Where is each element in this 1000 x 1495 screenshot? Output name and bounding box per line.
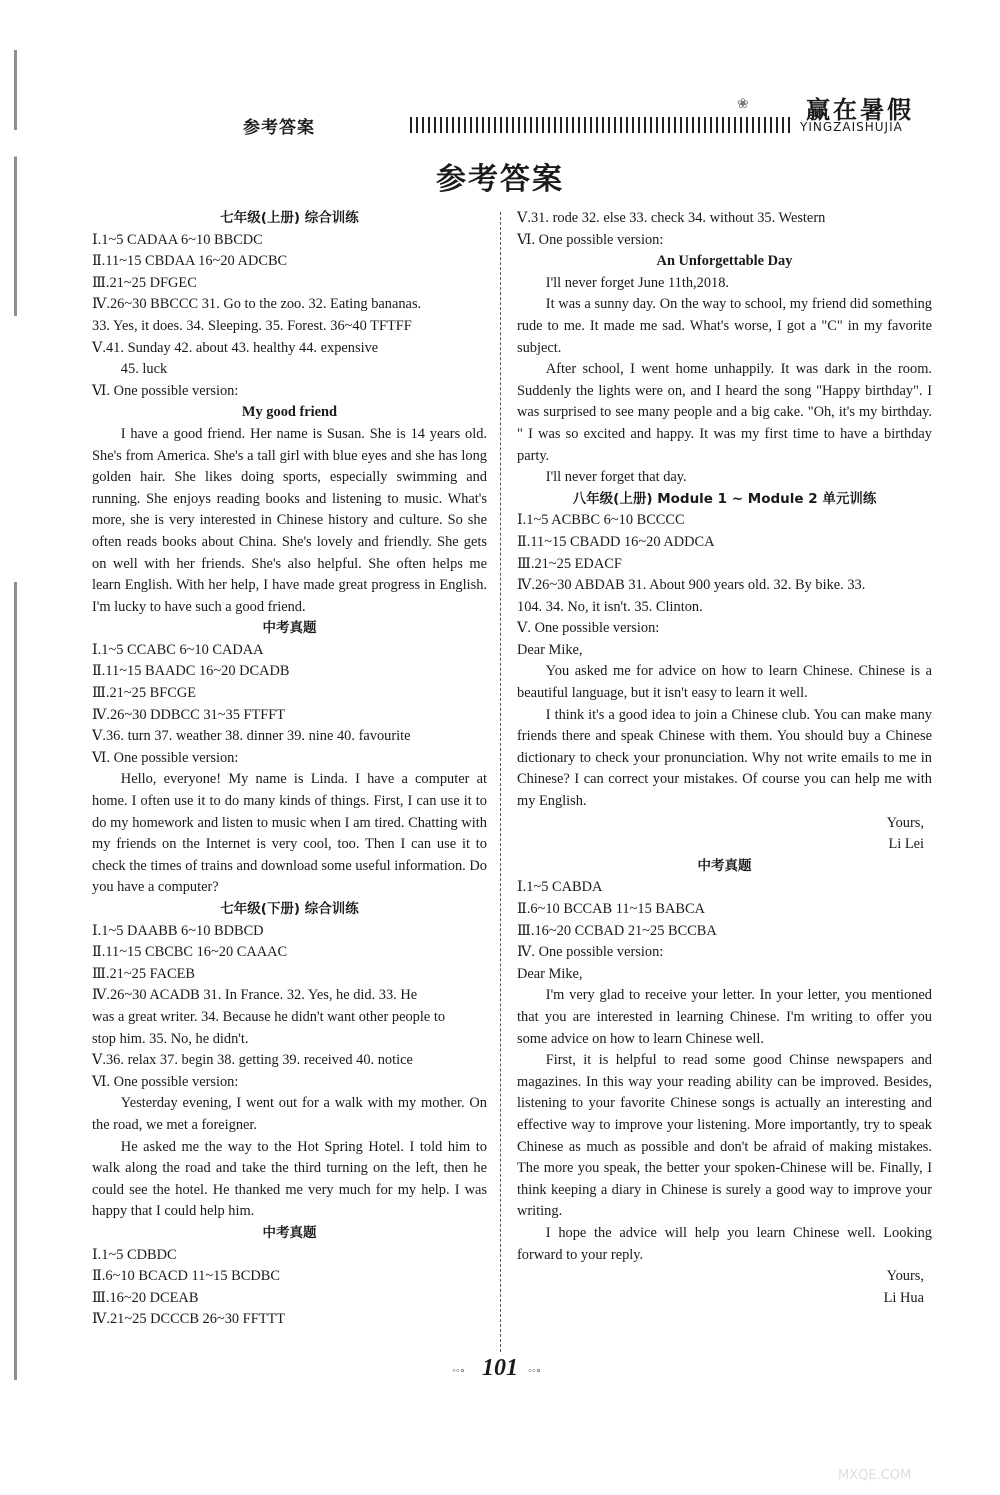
answer-line: Ⅲ.16~20 DCEAB xyxy=(92,1289,199,1306)
answer-line: Ⅵ. One possible version: xyxy=(92,382,239,399)
footer-ornament-left: ◦◦∘ xyxy=(452,1365,466,1377)
answer-line: Ⅴ. One possible version: xyxy=(517,620,660,637)
answer-line: Ⅴ.31. rode 32. else 33. check 34. without 35. Western xyxy=(517,210,826,226)
essay-paragraph: He asked me the way to the Hot Spring Hotel. I told him to walk along the road and take the third turning on the left, then he could see the hotel. He thanked me very much for my help. I was happy that I could help him. xyxy=(92,1138,487,1220)
letter-paragraph: First, it is helpful to read some good Chinse newspapers and magazines. In this way your reading ability can be improved. Besides, listening to your favorite Chinese songs is actually an interesting and effective way to improve your listening. More importantly, try to speak Chinese as much as possible and don't be afraid of making mistakes. The more you speak, the better your spoken-Chinese will be. Finally, I think keeping a diary in Chinese is surely a good way to improve your writing. xyxy=(517,1052,932,1220)
answer-line: Ⅵ. One possible version: xyxy=(517,231,664,248)
answer-line: Ⅲ.21~25 BFCGE xyxy=(92,685,197,702)
answer-line: 104. 34. No, it isn't. 35. Clinton. xyxy=(517,598,703,615)
page-number: 101 xyxy=(482,1355,518,1381)
letter-paragraph: I think it's a good idea to join a Chinese club. You can make many friends there and speak Chinese with them. You should buy a Chinese dictionary to check your pronunciation. Why not write emails to me in Chinese? I can correct your mistakes. Of course you can help me with my English. xyxy=(517,706,932,810)
answer-line: Ⅰ.1~5 CCABC 6~10 CADAA xyxy=(92,641,264,658)
letter-closing: Yours, xyxy=(886,814,924,831)
letter-greeting: Dear Mike, xyxy=(517,965,583,982)
essay-paragraph: I'll never forget June 11th,2018. xyxy=(545,274,730,291)
essay-paragraph: I'll never forget that day. xyxy=(545,469,687,486)
section-heading: 中考真题 xyxy=(262,620,317,637)
answer-line: Ⅱ.11~15 CBCBC 16~20 CAAAC xyxy=(92,944,288,961)
essay-paragraph: Yesterday evening, I went out for a walk with my mother. On the road, we met a foreigner. xyxy=(92,1095,487,1133)
footer-ornament-right: ◦◦∘ xyxy=(528,1365,542,1377)
header-flower-icon: ❀ xyxy=(737,97,749,112)
right-column xyxy=(517,208,932,1309)
letter-paragraph: You asked me for advice on how to learn Chinese. Chinese is a beautiful language, but it isn't easy to learn it well. xyxy=(517,663,932,702)
left-column xyxy=(92,208,487,1331)
answer-line: was a great writer. 34. Because he didn't want other people to xyxy=(92,1008,446,1025)
answer-line: Ⅳ.26~30 DDBCC 31~35 FTFFT xyxy=(92,706,286,723)
answer-line: Ⅰ.1~5 DAABB 6~10 BDBCD xyxy=(92,922,264,939)
letter-closing: Yours, xyxy=(886,1268,924,1285)
answer-line: Ⅱ.6~10 BCCAB 11~15 BABCA xyxy=(517,901,705,917)
answer-line: Ⅲ.21~25 FACEB xyxy=(92,965,195,982)
answer-line: Ⅴ.36. turn 37. weather 38. dinner 39. nine 40. favourite xyxy=(92,728,411,745)
letter-signature: Li Hua xyxy=(883,1289,924,1306)
watermark-text: MXQE.COM xyxy=(838,1468,912,1483)
answer-line: Ⅲ.21~25 DFGEC xyxy=(92,274,197,291)
answer-line: Ⅳ.26~30 ABDAB 31. About 900 years old. 32. By bike. 33. xyxy=(517,577,866,594)
answer-line: Ⅳ. One possible version: xyxy=(517,944,664,961)
answer-line: Ⅴ.36. relax 37. begin 38. getting 39. received 40. notice xyxy=(92,1052,413,1069)
essay-paragraph: I have a good friend. Her name is Susan. She is 14 years old. She's from America. She's a tall girl with blue eyes and she has long golden hair. She likes doing sports, especially swimming and running. She enjoys reading books and listening to music. What's more, she is very interested in Chinese history and culture. So she often reads books about China. She's lovely and friendly. She gets on well with her friends. She's also helpful. She often helps me learn English. With her help, I have made great progress in English. I'm lucky to have such a good friend. xyxy=(92,425,487,615)
section-heading: 八年级(上册) Module 1 ~ Module 2 单元训练 xyxy=(572,490,877,507)
answer-line: Ⅱ.6~10 BCACD 11~15 BCDBC xyxy=(92,1268,280,1285)
answer-line: Ⅳ.26~30 ACADB 31. In France. 32. Yes, he did. 33. He xyxy=(92,987,418,1004)
section-heading: 中考真题 xyxy=(262,1224,317,1241)
answer-line: Ⅵ. One possible version: xyxy=(92,1073,239,1090)
header-barcode-rule xyxy=(410,117,790,133)
letter-signature: Li Lei xyxy=(888,836,924,853)
margin-rule xyxy=(14,50,17,1380)
answer-line: Ⅰ.1~5 CADAA 6~10 BBCDC xyxy=(92,231,263,248)
answer-line: Ⅱ.11~15 CBADD 16~20 ADDCA xyxy=(517,533,715,550)
answer-line: Ⅰ.1~5 CDBDC xyxy=(92,1246,177,1263)
essay-paragraph: Hello, everyone! My name is Linda. I have a computer at home. I often use it to do many kinds of things. First, I can use it to do my homework and listen to music when I am tired. Chatting with my friends on the Internet is very cool, too. Then I can use it to check the times of trains and download some useful information. Do you have a computer? xyxy=(92,771,487,896)
answer-line: Ⅴ.41. Sunday 42. about 43. healthy 44. expensive xyxy=(92,339,379,356)
answer-line: stop him. 35. No, he didn't. xyxy=(92,1030,249,1047)
answer-line: Ⅲ.16~20 CCBAD 21~25 BCCBA xyxy=(517,922,717,939)
answer-line: Ⅰ.1~5 ACBBC 6~10 BCCCC xyxy=(517,512,685,529)
answer-line: Ⅱ.11~15 BAADC 16~20 DCADB xyxy=(92,663,290,680)
answer-line: Ⅲ.21~25 EDACF xyxy=(517,555,622,572)
answer-line: Ⅳ.26~30 BBCCC 31. Go to the zoo. 32. Eating bananas. xyxy=(92,296,422,313)
essay-paragraph: After school, I went home unhappily. It was dark in the room. Suddenly the lights were on, and I heard the song "Happy birthday". I was surprised to see many people and a big cake. "Oh, it's my birthday. " I was so excited and happy. It was my first time to have a birthday party. xyxy=(517,361,932,464)
section-heading: 七年级(下册) 综合训练 xyxy=(220,901,359,917)
section-heading: 中考真题 xyxy=(697,857,752,874)
letter-paragraph: I'm very glad to receive your letter. In your letter, you mentioned that you are interested in learning Chinese. I'm writing to offer you some advice on how to learn Chinese well. xyxy=(517,987,932,1047)
header-section-title: 参考答案 xyxy=(243,118,315,138)
page-title: 参考答案 xyxy=(436,162,564,197)
header-brand: 赢在暑假 xyxy=(806,96,914,124)
answer-line: Ⅱ.11~15 CBDAA 16~20 ADCBC xyxy=(92,253,288,270)
essay-title: My good friend xyxy=(241,404,338,421)
section-heading: 七年级(上册) 综合训练 xyxy=(220,210,359,226)
column-divider xyxy=(500,212,501,1352)
answer-line: 45. luck xyxy=(120,361,168,378)
answer-line: 33. Yes, it does. 34. Sleeping. 35. Forest. 36~40 TFTFF xyxy=(92,317,412,334)
essay-paragraph: It was a sunny day. On the way to school, my friend did something rude to me. It made me sad. What's worse, I got a "C" in my favorite subject. xyxy=(517,296,932,356)
answer-line: Ⅰ.1~5 CABDA xyxy=(517,879,603,896)
answer-line: Ⅵ. One possible version: xyxy=(92,749,239,766)
answer-line: Ⅳ.21~25 DCCCB 26~30 FFTTT xyxy=(92,1311,286,1328)
letter-greeting: Dear Mike, xyxy=(517,641,583,658)
header-brand-pinyin: YINGZAISHUJIA xyxy=(800,120,903,134)
essay-title: An Unforgettable Day xyxy=(656,253,793,270)
letter-paragraph: I hope the advice will help you learn Chinese well. Looking forward to your reply. xyxy=(517,1224,932,1263)
